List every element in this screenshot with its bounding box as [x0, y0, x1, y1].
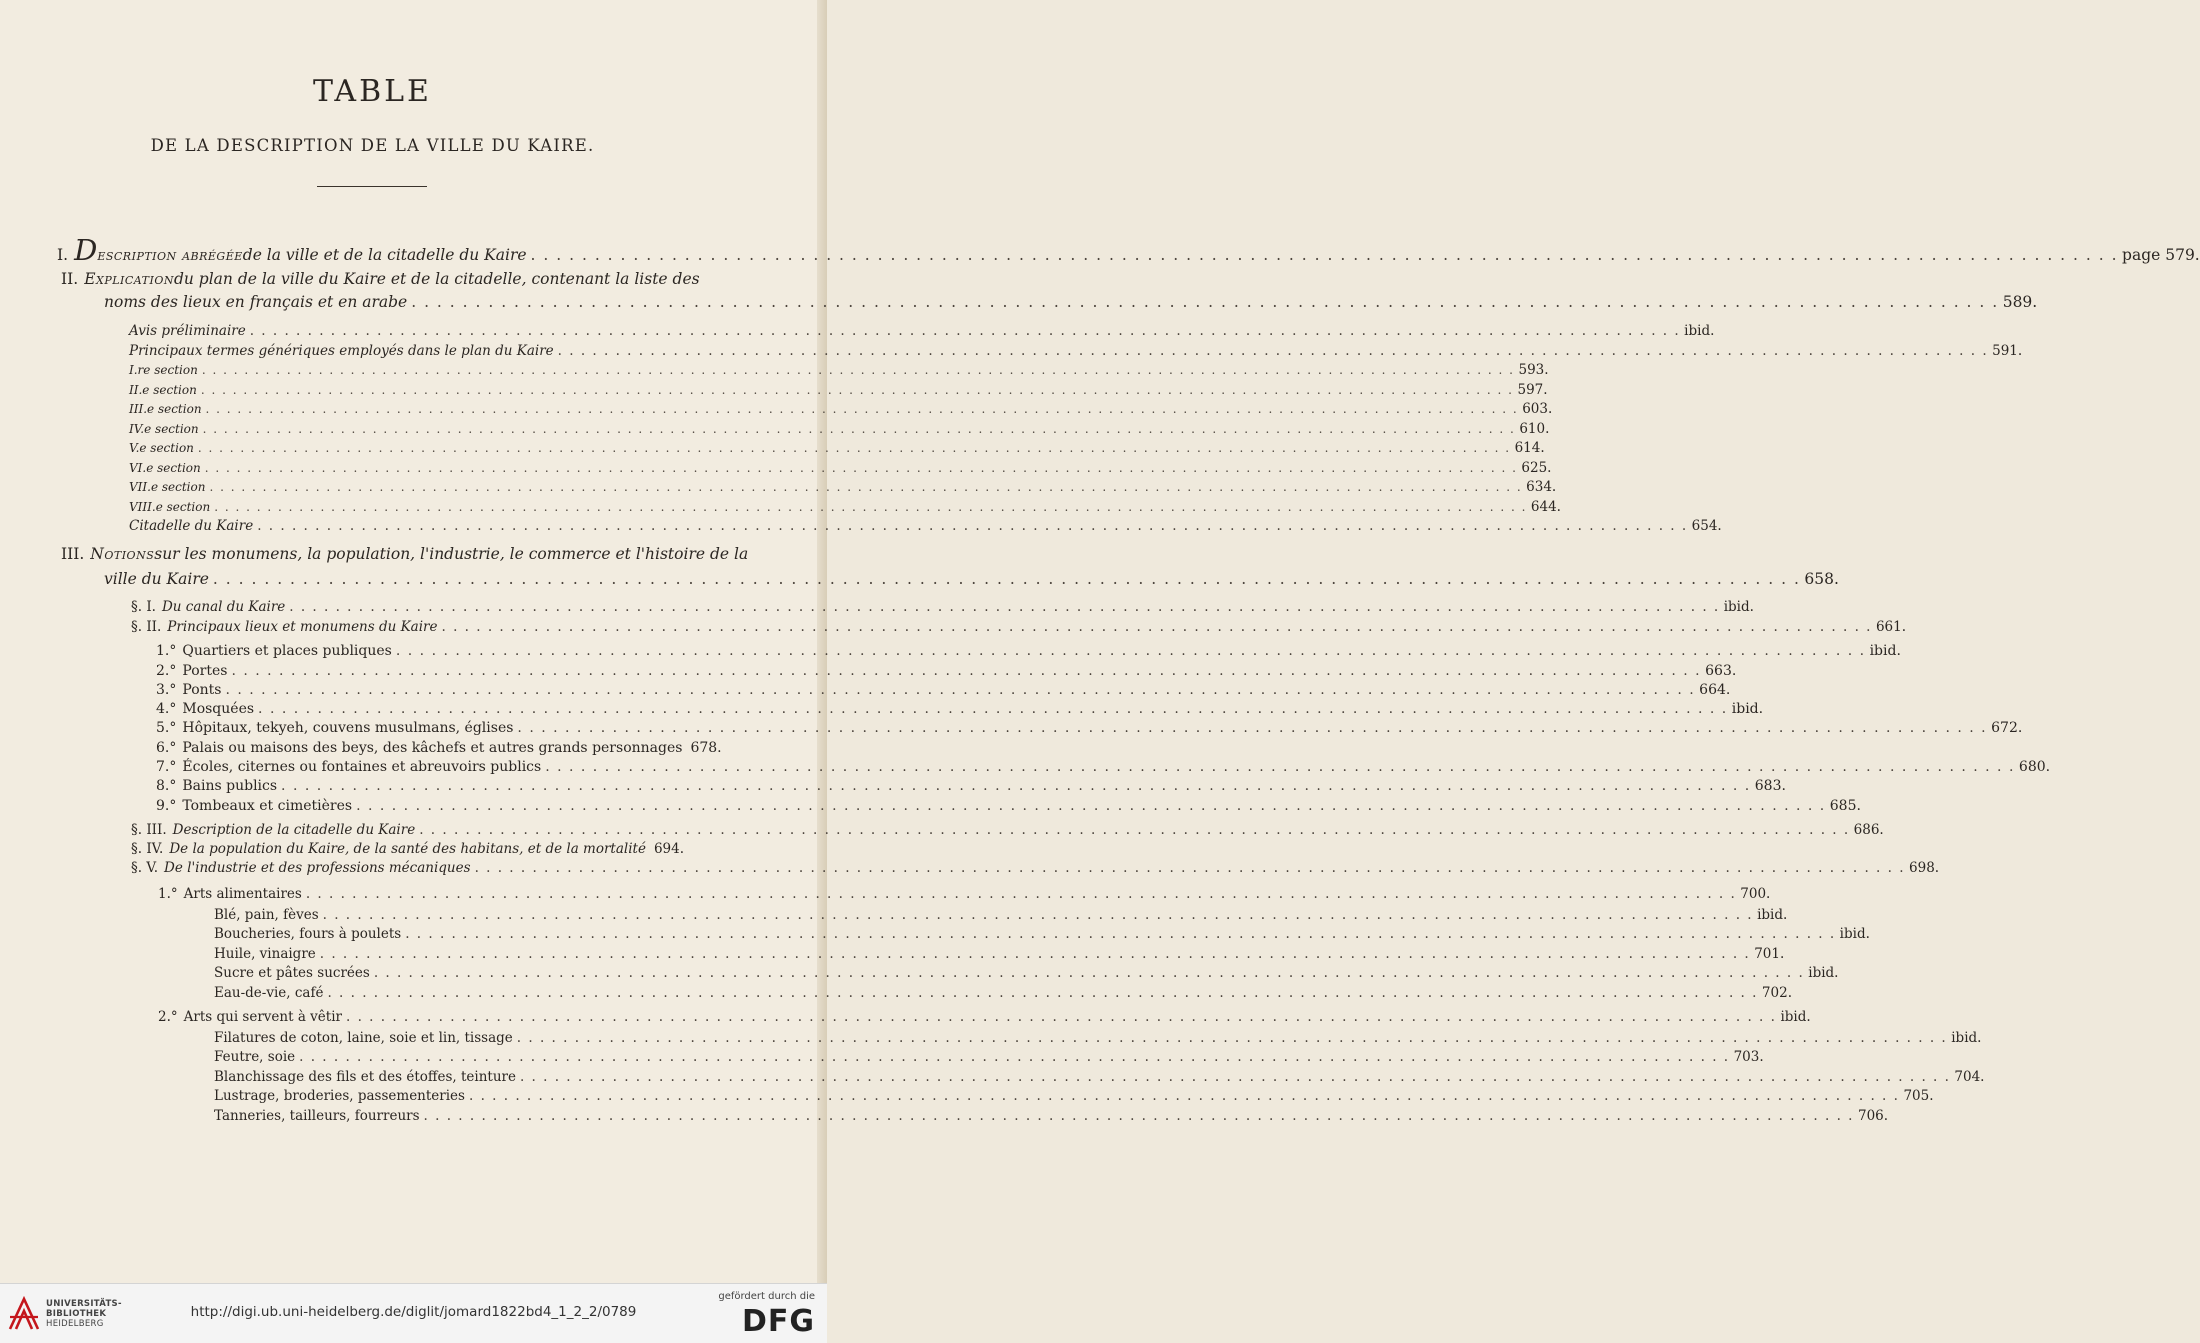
entry-text: Arts qui servent à vêtir [183, 1009, 342, 1025]
toc-subitem [214, 1087, 1934, 1105]
page-number: 603. [1522, 401, 1553, 417]
dot-leader: . . . . . . . . . . . . . . . . . . . . . . . . . . . . . . . . . . . . . . . . . . . . . . . . . . . . . . . . . . . . . . . . . . . . . . . . . . . . . . . . . . . . . . . . . . . . . . . . . . . . . . . . . . . . . . . . . . . . . . . . . . . . [411, 293, 1999, 311]
dot-leader: . . . . . . . . . . . . . . . . . . . . . . . . . . . . . . . . . . . . . . . . . . . . . . . . . . . . . . . . . . . . . . . . . . . . . . . . . . . . . . . . . . . . . . . . . . . . . . . . . . . . . . . . . . . . . . . . . . . . . . . . . . . . [516, 1030, 1948, 1046]
entry-label: §. III. [131, 822, 167, 838]
drop-initial: D [74, 233, 98, 267]
toc-item [156, 739, 722, 757]
page-number: 658. [1804, 570, 1839, 588]
entry-text: Tanneries, tailleurs, fourreurs [214, 1108, 420, 1124]
toc-entry-II [61, 270, 700, 288]
entry-text: III.e section [129, 402, 202, 416]
page-number: ibid. [1839, 926, 1870, 942]
page-number: 644. [1530, 499, 1561, 515]
dot-leader: . . . . . . . . . . . . . . . . . . . . . . . . . . . . . . . . . . . . . . . . . . . . . . . . . . . . . . . . . . . . . . . . . . . . . . . . . . . . . . . . . . . . . . . . . . . . . . . . . . . . . . . . . . . . . . . . . . . . . . . . . . . . [200, 383, 1514, 397]
toc-item [158, 885, 1771, 903]
dfg-logo-icon: DFG [741, 1304, 815, 1339]
toc-section [131, 821, 1884, 839]
page-number: 685. [1829, 798, 1861, 814]
toc-entry-III [61, 545, 749, 563]
dot-leader: . . . . . . . . . . . . . . . . . . . . . . . . . . . . . . . . . . . . . . . . . . . . . . . . . . . . . . . . . . . . . . . . . . . . . . . . . . . . . . . . . . . . . . . . . . . . . . . . . . . . . . . . . . . . . . . . . . . . . . . . . . . . [231, 663, 1702, 679]
toc-subitem [214, 964, 1839, 982]
toc-subitem [214, 1107, 1889, 1125]
entry-label: §. V. [131, 860, 159, 876]
entry-text: Description de la citadelle du Kaire [172, 822, 416, 838]
dot-leader: . . . . . . . . . . . . . . . . . . . . . . . . . . . . . . . . . . . . . . . . . . . . . . . . . . . . . . . . . . . . . . . . . . . . . . . . . . . . . . . . . . . . . . . . . . . . . . . . . . . . . . . . . . . . . . . . . . . . . . . . . . . . [545, 759, 2015, 775]
entry-text: Sucre et pâtes sucrées [214, 965, 370, 981]
entry-text: Hôpitaux, tekyeh, couvens musulmans, églises [182, 720, 514, 736]
page-number: 683. [1754, 778, 1786, 794]
toc-subentry [129, 498, 1561, 516]
entry-label: 8.° [156, 778, 177, 794]
entry-label: 6.° [156, 740, 177, 756]
page-number: ibid. [1869, 643, 1901, 659]
toc-subitem [214, 1029, 1982, 1047]
page-number: 591. [1992, 343, 2023, 359]
entry-text: de la ville et de la citadelle du Kaire [242, 246, 527, 264]
entry-text: Principaux lieux et monumens du Kaire [167, 619, 438, 635]
page-number: ibid. [1951, 1030, 1982, 1046]
toc-item [156, 662, 1737, 680]
dot-leader: . . . . . . . . . . . . . . . . . . . . . . . . . . . . . . . . . . . . . . . . . . . . . . . . . . . . . . . . . . . . . . . . . . . . . . . . . . . . . . . . . . . . . . . . . . . . . . . . . . . . . . . . . . . . . . . . . . . . . . . . . . . . [305, 886, 1737, 902]
dot-leader: . . . . . . . . . . . . . . . . . . . . . . . . . . . . . . . . . . . . . . . . . . . . . . . . . . . . . . . . . . . . . . . . . . . . . . . . . . . . . . . . . . . . . . . . . . . . . . . . . . . . . . . . . . . . . . . . . . . . . . . . . . . . [423, 1108, 1854, 1124]
toc-subitem [214, 1068, 1985, 1086]
page-number: 654. [1691, 518, 1722, 534]
page-number: 663. [1705, 663, 1737, 679]
entry-label: 1.° [156, 643, 177, 659]
dot-leader: . . . . . . . . . . . . . . . . . . . . . . . . . . . . . . . . . . . . . . . . . . . . . . . . . . . . . . . . . . . . . . . . . . . . . . . . . . . . . . . . . . . . . . . . . . . . . . . . . . . . . . . . . . . . . . . . . . . . . . . . . . . . [197, 441, 1511, 455]
toc-entry-I [57, 233, 2200, 267]
page-number: 610. [1519, 421, 1550, 437]
toc-subitem [214, 984, 1792, 1002]
entry-text: Quartiers et places publiques [182, 643, 392, 659]
entry-text: Principaux termes génériques employés dans le plan du Kaire [129, 343, 554, 359]
toc-subentry [129, 361, 1549, 379]
toc-subitem [214, 906, 1788, 924]
entry-text: du plan de la ville du Kaire et de la citadelle, contenant la liste des [173, 270, 700, 288]
dot-leader: . . . . . . . . . . . . . . . . . . . . . . . . . . . . . . . . . . . . . . . . . . . . . . . . . . . . . . . . . . . . . . . . . . . . . . . . . . . . . . . . . . . . . . . . . . . . . . . . . . . . . . . . . . . . . . . . . . . . . . . . . . . . [209, 480, 1523, 494]
entry-label: 4.° [156, 701, 177, 717]
entry-text: De la population du Kaire, de la santé des habitans, et de la mortalité [169, 841, 646, 857]
toc-subitem [214, 945, 1785, 963]
entry-text: I.re section [129, 363, 198, 377]
page-number: 672. [1991, 720, 2023, 736]
dot-leader: . . . . . . . . . . . . . . . . . . . . . . . . . . . . . . . . . . . . . . . . . . . . . . . . . . . . . . . . . . . . . . . . . . . . . . . . . . . . . . . . . . . . . . . . . . . . . . . . . . . . . . . . . . . . . . . . . . . . . . . . . . . . [474, 860, 1906, 876]
entry-text: Citadelle du Kaire [129, 518, 254, 534]
entry-label: §. IV. [131, 841, 164, 857]
entry-label: 3.° [156, 682, 177, 698]
entry-text: V.e section [129, 441, 194, 455]
toc-subentry [129, 439, 1545, 457]
dot-leader: . . . . . . . . . . . . . . . . . . . . . . . . . . . . . . . . . . . . . . . . . . . . . . . . . . . . . . . . . . . . . . . . . . . . . . . . . . . . . . . . . . . . . . . . . . . . . . . . . . . . . . . . . . . . . . . . . . . . . . . . . . . . [281, 778, 1751, 794]
page-number: ibid. [1757, 907, 1788, 923]
entry-text: Avis préliminaire [129, 323, 246, 339]
toc-subitem [214, 1048, 1764, 1066]
entry-text: Boucheries, fours à poulets [214, 926, 402, 942]
title-rule [317, 186, 427, 187]
entry-text: Mosquées [182, 701, 255, 717]
page-number: 661. [1875, 619, 1907, 635]
entry-text: Blé, pain, fèves [214, 907, 319, 923]
entry-text: noms des lieux en français et en arabe [104, 293, 408, 311]
toc-section [131, 598, 1754, 616]
page-number: 680. [2018, 759, 2051, 775]
entry-text: Ponts [182, 682, 222, 698]
toc-entry-II-cont [104, 293, 2038, 311]
page-number: ibid. [1731, 701, 1764, 717]
entry-caps: Notions [90, 545, 155, 563]
dot-leader: . . . . . . . . . . . . . . . . . . . . . . . . . . . . . . . . . . . . . . . . . . . . . . . . . . . . . . . . . . . . . . . . . . . . . . . . . . . . . . . . . . . . . . . . . . . . . . . . . . . . . . . . . . . . . . . . . . . . . . . . . . . . [319, 946, 1751, 962]
entry-label: 2.° [158, 1009, 178, 1025]
toc-subentry [129, 381, 1548, 399]
dot-leader: . . . . . . . . . . . . . . . . . . . . . . . . . . . . . . . . . . . . . . . . . . . . . . . . . . . . . . . . . . . . . . . . . . . . . . . . . . . . . . . . . . . . . . . . . . . . . . . . . . . . . . . . . . . . . . . . . . . . . . . . . . . . [289, 599, 1720, 615]
page-number: 701. [1754, 946, 1785, 962]
page-number: 703. [1733, 1049, 1764, 1065]
entry-label: 7.° [156, 759, 177, 775]
page-number: 597. [1517, 382, 1548, 398]
entry-label: 9.° [156, 798, 177, 814]
toc-item [156, 777, 1786, 795]
entry-text: Tombeaux et cimetières [182, 798, 353, 814]
toc-item [156, 797, 1861, 815]
entry-text: Écoles, citernes ou fontaines et abreuvoirs publics [182, 759, 542, 775]
toc-entry-III-cont [104, 570, 1839, 588]
page-number: 702. [1761, 985, 1792, 1001]
page-number: 664. [1699, 682, 1731, 698]
page-number: 634. [1526, 479, 1557, 495]
dot-leader: . . . . . . . . . . . . . . . . . . . . . . . . . . . . . . . . . . . . . . . . . . . . . . . . . . . . . . . . . . . . . . . . . . . . . . . . . . . . . . . . . . . . . . . . . . . . . . . . . . . . . . . . . . . . . . . . . . . . . . . . . . . . [441, 619, 1872, 635]
toc-subentry [129, 420, 1550, 438]
entry-label: §. I. [131, 599, 156, 615]
page-title: TABLE [313, 74, 432, 109]
page-number: 704. [1954, 1069, 1985, 1085]
dot-leader: . . . . . . . . . . . . . . . . . . . . . . . . . . . . . . . . . . . . . . . . . . . . . . . . . . . . . . . . . . . . . . . . . . . . . . . . . . . . . . . . . . . . . . . . . . . . . . . . . . . . . . . . . . . . . . . . . . . . . . . . . . . . [202, 422, 1516, 436]
entry-caps: Explication [84, 270, 174, 288]
toc-subentry [129, 322, 1715, 340]
page-number: page 579. [2122, 246, 2200, 264]
page-number: 678. [690, 740, 722, 756]
dot-leader: . . . . . . . . . . . . . . . . . . . . . . . . . . . . . . . . . . . . . . . . . . . . . . . . . . . . . . . . . . . . . . . . . . . . . . . . . . . . . . . . . . . . . . . . . . . . . . . . . . . . . . . . . . . . . . . . . . . . . . . . . . . . [249, 323, 1681, 339]
page-number: 705. [1903, 1088, 1934, 1104]
dot-leader: . . . . . . . . . . . . . . . . . . . . . . . . . . . . . . . . . . . . . . . . . . . . . . . . . . . . . . . . . . . . . . . . . . . . . . . . . . . . . . . . . . . . . . . . . . . . . . . . . . . . . . . . . . . . . . . . . . . . . . . . . . . . [530, 246, 2119, 264]
library-line-1: UNIVERSITÄTS- [46, 1299, 122, 1309]
toc-subitem [214, 925, 1870, 943]
dot-leader: . . . . . . . . . . . . . . . . . . . . . . . . . . . . . . . . . . . . . . . . . . . . . . . . . . . . . . . . . . . . . . . . . . . . . . . . . . . . . . . . . . . . . . . . . . . . . . . . . . . . . . . . . . . . . . . . . . . . . . . . . . . . [205, 402, 1519, 416]
entry-text: ville du Kaire [104, 570, 209, 588]
page-url-link[interactable]: http://digi.ub.uni-heidelberg.de/diglit/jomard1822bd4_1_2_2/0789 [190, 1304, 637, 1320]
page-number: 614. [1514, 440, 1545, 456]
dot-leader: . . . . . . . . . . . . . . . . . . . . . . . . . . . . . . . . . . . . . . . . . . . . . . . . . . . . . . . . . . . . . . . . . . . . . . . . . . . . . . . . . . . . . . . . . . . . . . . . . . . . . . . . . . . . . . . . . . . . . . . . . . . . [395, 643, 1866, 659]
dot-leader: . . . . . . . . . . . . . . . . . . . . . . . . . . . . . . . . . . . . . . . . . . . . . . . . . . . . . . . . . . . . . . . . . . . . . . . . . . . . . . . . . . . . . . . . . . . . . . . . . . . . . . . . . . . . . . . . . . . . . . . . . . . . [322, 907, 1754, 923]
entry-text: Arts alimentaires [183, 886, 302, 902]
entry-text: Portes [182, 663, 228, 679]
entry-text: Filatures de coton, laine, soie et lin, tissage [214, 1030, 513, 1046]
viewer-footer [0, 1283, 827, 1343]
library-line-2: BIBLIOTHEK [46, 1309, 107, 1319]
funding-caption: gefördert durch die [718, 1291, 815, 1302]
entry-label: 1.° [158, 886, 178, 902]
dot-leader: . . . . . . . . . . . . . . . . . . . . . . . . . . . . . . . . . . . . . . . . . . . . . . . . . . . . . . . . . . . . . . . . . . . . . . . . . . . . . . . . . . . . . . . . . . . . . . . . . . . . . . . . . . . . . . . . . . . . . . . . . . . . [419, 822, 1850, 838]
entry-text: VI.e section [129, 461, 201, 475]
entry-label: 2.° [156, 663, 177, 679]
toc-subentry [129, 517, 1722, 535]
entry-text: VIII.e section [129, 500, 211, 514]
entry-text: Du canal du Kaire [161, 599, 286, 615]
toc-item [156, 681, 1731, 699]
dot-leader: . . . . . . . . . . . . . . . . . . . . . . . . . . . . . . . . . . . . . . . . . . . . . . . . . . . . . . . . . . . . . . . . . . . . . . . . . . . . . . . . . . . . . . . . . . . . . . . . . . . . . . . . . . . . . . . . . . . . . . . . . . . . [327, 985, 1758, 1001]
entry-text: Huile, vinaigre [214, 946, 316, 962]
entry-text: VII.e section [129, 480, 206, 494]
dot-leader: . . . . . . . . . . . . . . . . . . . . . . . . . . . . . . . . . . . . . . . . . . . . . . . . . . . . . . . . . . . . . . . . . . . . . . . . . . . . . . . . . . . . . . . . . . . . . . . . . . . . . . . . . . . . . . . . . . . . . . . . . . . . [356, 798, 1826, 814]
dot-leader: . . . . . . . . . . . . . . . . . . . . . . . . . . . . . . . . . . . . . . . . . . . . . . . . . . . . . . . . . . . . . . . . . . . . . . . . . . . . . . . . . . . . . . . . . . . . . . . . . . . . . . . . . . . . . . . . . . . . . . . . . . . . [405, 926, 1836, 942]
page-number: ibid. [1723, 599, 1754, 615]
dot-leader: . . . . . . . . . . . . . . . . . . . . . . . . . . . . . . . . . . . . . . . . . . . . . . . . . . . . . . . . . . . . . . . . . . . . . . . . . . . . . . . . . . . . . . . . . . . . . . . . . . . . . . . . . . . . . . . . . . . . . . . . . . . . [225, 682, 1696, 698]
page-subtitle: DE LA DESCRIPTION DE LA VILLE DU KAIRE. [150, 136, 595, 155]
dot-leader: . . . . . . . . . . . . . . . . . . . . . . . . . . . . . . . . . . . . . . . . . . . . . . . . . . . . . . . . . . . . . . . . . . . . . . . . . . . . . . . . . . . . . . . . . . . . . . . . . . . . . . . . . . . . . . . . . . . . . . . . . . . . [557, 343, 1989, 359]
dot-leader: . . . . . . . . . . . . . . . . . . . . . . . . . . . . . . . . . . . . . . . . . . . . . . . . . . . . . . . . . . . . . . . . . . . . . . . . . . . . . . . . . . . . . . . . . . . . . . . . . . . . . . . . . . . . . . . . . . . . . . . . . . . . [517, 720, 1988, 736]
toc-subentry [129, 342, 2023, 360]
page-number: ibid. [1808, 965, 1839, 981]
dot-leader: . . . . . . . . . . . . . . . . . . . . . . . . . . . . . . . . . . . . . . . . . . . . . . . . . . . . . . . . . . . . . . . . . . . . . . . . . . . . . . . . . . . . . . . . . . . . . . . . . . . . . . . . . . . . . . . . . . . . . . . . . . . . [373, 965, 1805, 981]
toc-section [131, 840, 684, 858]
dot-leader: . . . . . . . . . . . . . . . . . . . . . . . . . . . . . . . . . . . . . . . . . . . . . . . . . . . . . . . . . . . . . . . . . . . . . . . . . . . . . . . . . . . . . . . . . . . . . . . . . . . . . . . . . . . . . . . . . . . . . . . . . . . . [257, 518, 1688, 534]
page-number: 589. [2002, 293, 2038, 311]
dot-leader: . . . . . . . . . . . . . . . . . . . . . . . . . . . . . . . . . . . . . . . . . . . . . . . . . . . . . . . . . . . . . . . . . . . . . . . . . . . . . . . . . . . . . . . . . . . . . . . . . . . . . . . . . . . . . . . . . . . . . . . . . . . . [519, 1069, 1951, 1085]
entry-text: IV.e section [129, 422, 199, 436]
entry-text: Palais ou maisons des beys, des kâchefs et autres grands personnages [182, 740, 683, 756]
toc-subentry [129, 478, 1557, 496]
entry-text: II.e section [129, 383, 197, 397]
entry-text: Eau-de-vie, café [214, 985, 324, 1001]
toc-item [158, 1008, 1811, 1026]
entry-text: Bains publics [182, 778, 278, 794]
toc-item [156, 700, 1764, 718]
entry-label: II. [61, 270, 79, 288]
toc-subentry [129, 400, 1553, 418]
page-number: 593. [1518, 362, 1549, 378]
entry-caps: escription abrégée [97, 246, 243, 264]
library-line-3: HEIDELBERG [46, 1319, 104, 1329]
toc-item [156, 758, 2051, 776]
entry-text: Blanchissage des fils et des étoffes, teinture [214, 1069, 516, 1085]
dot-leader: . . . . . . . . . . . . . . . . . . . . . . . . . . . . . . . . . . . . . . . . . . . . . . . . . . . . . . . . . . . . . . . . . . . . . . . . . . . . . . . . . . . . . . . . . . . . . . . . . . . . . . . . . . . . . . . . . . . . . . . . . . . . [468, 1088, 1900, 1104]
dot-leader: . . . . . . . . . . . . . . . . . . . . . . . . . . . . . . . . . . . . . . . . . . . . . . . . . . . . . . . . . . . . . . . . . . . . . . . . . . . . . . . . . . . . . . . . . . . . . . . . . . . . . . . . . . . . . . . . . . . . . . . . . . . . [345, 1009, 1777, 1025]
toc-section [131, 618, 1907, 636]
page-number: ibid. [1780, 1009, 1811, 1025]
entry-text: Feutre, soie [214, 1049, 296, 1065]
page-number: 694. [653, 841, 684, 857]
entry-label: §. II. [131, 619, 162, 635]
toc-item [156, 719, 2023, 737]
entry-label: III. [61, 545, 85, 563]
toc-section [131, 859, 1940, 877]
toc-subentry [129, 459, 1552, 477]
page-number: 698. [1909, 860, 1940, 876]
dot-leader: . . . . . . . . . . . . . . . . . . . . . . . . . . . . . . . . . . . . . . . . . . . . . . . . . . . . . . . . . . . . . . . . . . . . . . . . . . . . . . . . . . . . . . . . . . . . . . . . . . . . . . . . . . . . . . . . . . . . . . . . . . . . [258, 701, 1728, 717]
dot-leader: . . . . . . . . . . . . . . . . . . . . . . . . . . . . . . . . . . . . . . . . . . . . . . . . . . . . . . . . . . . . . . . . . . . . . . . . . . . . . . . . . . . . . . . . . . . . . . . . . . . . . . . . . . . . . . . . . . . . . . . . . . . . [299, 1049, 1730, 1065]
dot-leader: . . . . . . . . . . . . . . . . . . . . . . . . . . . . . . . . . . . . . . . . . . . . . . . . . . . . . . . . . . . . . . . . . . . . . . . . . . . . . . . . . . . . . . . . . . . . . . . . . . . . . . . . . . . . . . . . . . . . . . . . . . . . [201, 363, 1515, 377]
dot-leader: . . . . . . . . . . . . . . . . . . . . . . . . . . . . . . . . . . . . . . . . . . . . . . . . . . . . . . . . . . . . . . . . . . . . . . . . . . . . . . . . . . . . . . . . . . . . . . . . . . . . . . . . . . . . . . . . . . . . . . . . . . . . [214, 500, 1527, 514]
page-number: 700. [1740, 886, 1771, 902]
page-number: 625. [1521, 460, 1552, 476]
dot-leader: . . . . . . . . . . . . . . . . . . . . . . . . . . . . . . . . . . . . . . . . . . . . . . . . . . . . . . . . . . . . . . . . . . . . . . . . . . . . . . . . . . . . . . . . . . . . . . . . . . . . . . . . . . . . . . . . . . . . . . . . . . . . [212, 570, 1801, 588]
dot-leader: . . . . . . . . . . . . . . . . . . . . . . . . . . . . . . . . . . . . . . . . . . . . . . . . . . . . . . . . . . . . . . . . . . . . . . . . . . . . . . . . . . . . . . . . . . . . . . . . . . . . . . . . . . . . . . . . . . . . . . . . . . . . [204, 461, 1518, 475]
page-number: 686. [1853, 822, 1884, 838]
entry-text: sur les monumens, la population, l'industrie, le commerce et l'histoire de la [154, 545, 749, 563]
page-number: ibid. [1684, 323, 1715, 339]
entry-label: I. [57, 246, 69, 264]
entry-label: 5.° [156, 720, 177, 736]
page-number: 706. [1857, 1108, 1889, 1124]
entry-text: Lustrage, broderies, passementeries [214, 1088, 465, 1104]
entry-text: De l'industrie et des professions mécaniques [164, 860, 471, 876]
toc-item [156, 642, 1901, 660]
